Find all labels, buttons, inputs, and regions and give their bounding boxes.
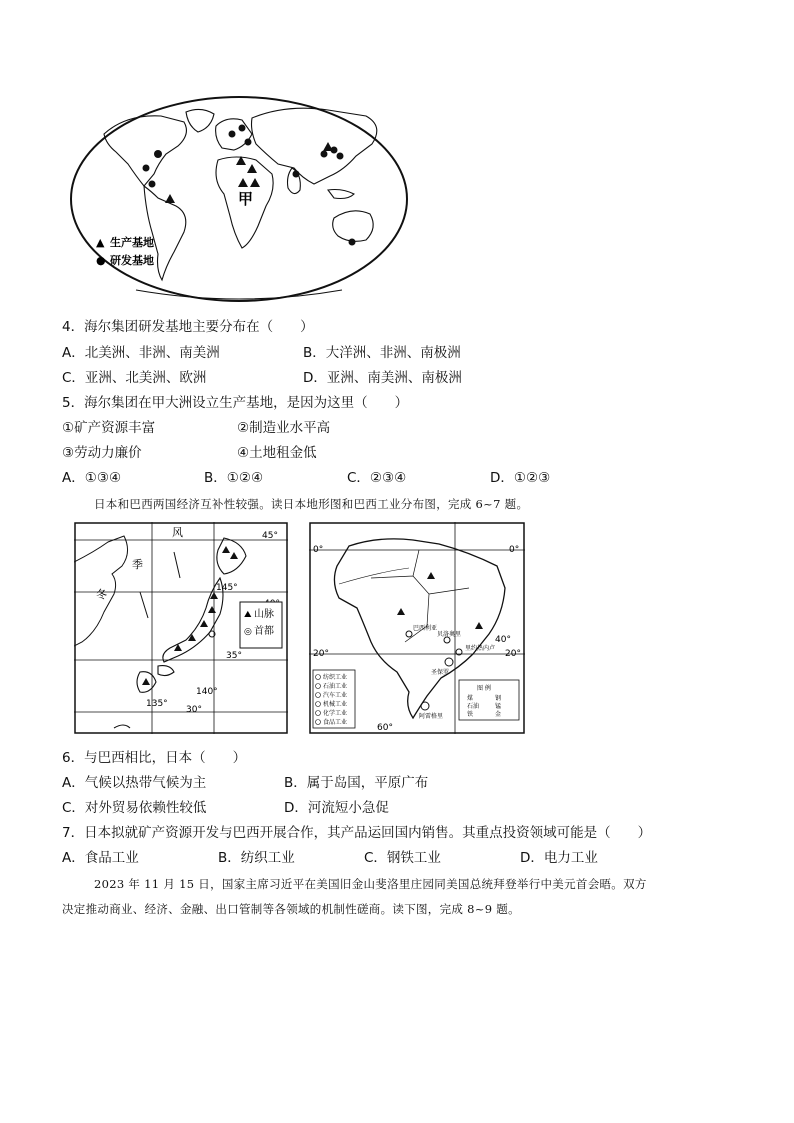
rd-base-marker <box>337 153 344 160</box>
rd-base-marker <box>245 139 252 146</box>
label-lon-145: 145° <box>216 583 238 593</box>
industry-legend-item: 石油工业 <box>323 683 348 690</box>
q6-option-a[interactable]: A．气候以热带气候为主 <box>62 775 207 791</box>
industry-legend-item: 化学工业 <box>323 710 348 717</box>
resource-legend-item: 煤 <box>467 695 474 702</box>
label-lat-0: 0° <box>313 545 324 555</box>
q4-option-b[interactable]: B．大洋洲、非洲、南极洲 <box>303 345 461 361</box>
q4-option-a[interactable]: A．北美洲、非洲、南美洲 <box>62 345 220 361</box>
industry-legend-item: 机械工业 <box>323 701 348 708</box>
rd-base-marker <box>239 125 246 132</box>
q5-item-4: ④土地租金低 <box>237 445 317 461</box>
rd-base-marker <box>149 181 156 188</box>
q5-item-1: ①矿产资源丰富 <box>62 420 156 436</box>
mountain-markers <box>142 546 238 685</box>
city-label-saopaulo: 圣保罗 <box>431 669 450 676</box>
q4-option-c[interactable]: C．亚洲、北美洲、欧洲 <box>62 370 207 386</box>
resource-legend-item: 石油 <box>467 703 480 710</box>
legend-rd-symbol: ● <box>96 254 106 267</box>
resource-legend-title: 图 例 <box>477 685 491 692</box>
q7-option-b[interactable]: B．纺织工业 <box>218 850 295 866</box>
q4-option-d[interactable]: D．亚洲、南美洲、南极洲 <box>303 370 462 386</box>
label-lat-30: 30° <box>186 705 202 715</box>
resource-legend-item: 铁 <box>467 711 474 718</box>
resource-legend-item: 金 <box>495 711 502 718</box>
rd-base-markers <box>143 125 356 246</box>
industry-legend-item: 纺织工业 <box>323 674 348 681</box>
question-7-stem: 7．日本拟就矿产资源开发与巴西开展合作，其产品运回国内销售。其重点投资领域可能是（ ） <box>62 825 652 841</box>
world-map <box>66 94 412 310</box>
q5-option-b[interactable]: B．①②④ <box>204 470 264 486</box>
mountain-marker <box>222 546 230 553</box>
label-lon-60: 60° <box>377 723 393 733</box>
label-lat-20-left: 20° <box>313 649 329 659</box>
mountain-marker <box>142 678 150 685</box>
legend-mountain-icon: ⛰ <box>244 610 252 620</box>
rd-base-marker <box>229 131 236 138</box>
question-4-stem: 4．海尔集团研发基地主要分布在（ ） <box>62 319 314 335</box>
rd-base-marker <box>154 150 162 158</box>
intro-questions-8-9-line1: 2023 年 11 月 15 日，国家主席习近平在美国旧金山斐洛里庄园同美国总统拜登举行中美元首会晤。双方 <box>94 877 647 891</box>
q6-option-d[interactable]: D．河流短小急促 <box>284 800 389 816</box>
label-lat-20-right: 20° <box>505 649 521 659</box>
q6-option-c[interactable]: C．对外贸易依赖性较低 <box>62 800 207 816</box>
production-base-marker <box>165 194 175 203</box>
monsoon-arrow <box>140 592 148 618</box>
intro-questions-6-7: 日本和巴西两国经济互补性较强。读日本地形图和巴西工业分布图，完成 6~7 题。 <box>94 497 529 511</box>
legend-production-symbol: ▲ <box>96 236 105 249</box>
rd-base-marker <box>293 171 300 178</box>
resource-marker-iron <box>427 572 435 579</box>
q5-option-a[interactable]: A．①③④ <box>62 470 122 486</box>
legend-capital-icon: ◎ <box>244 627 252 637</box>
resource-marker-iron <box>475 622 483 629</box>
resource-legend-item: 锰 <box>495 703 502 710</box>
rd-base-marker <box>321 151 328 158</box>
wind-char-ji: 季 <box>132 558 143 571</box>
legend-capital-label: 首都 <box>254 626 274 637</box>
river <box>339 568 409 584</box>
brazil-map <box>309 522 525 734</box>
city-marker-brasilia <box>406 631 412 637</box>
question-5-stem: 5．海尔集团在甲大洲设立生产基地，是因为这里（ ） <box>62 395 409 411</box>
mountain-marker <box>188 634 196 641</box>
city-label-belo: 贝洛奥里 <box>437 631 462 638</box>
city-label-brasilia: 巴西利亚 <box>413 625 438 632</box>
q7-option-c[interactable]: C．钢铁工业 <box>364 850 441 866</box>
production-base-marker <box>247 164 257 173</box>
label-lat-35: 35° <box>226 651 242 661</box>
q6-option-b[interactable]: B．属于岛国，平原广布 <box>284 775 429 791</box>
mountain-marker <box>230 552 238 559</box>
legend-rd-label: 研发基地 <box>110 254 154 267</box>
city-label-rio: 里约热内卢 <box>465 645 496 652</box>
legend-mountain-label: 山脉 <box>254 609 274 620</box>
city-marker-saopaulo <box>445 658 453 666</box>
rd-base-marker <box>331 147 338 154</box>
q5-option-c[interactable]: C．②③④ <box>347 470 407 486</box>
intro-questions-8-9-line2: 决定推动商业、经济、金融、出口管制等各领域的机制性磋商。读下图，完成 8~9 题。 <box>62 902 520 916</box>
question-6-stem: 6．与巴西相比，日本（ ） <box>62 750 247 766</box>
label-lat-45: 45° <box>262 531 278 541</box>
q7-option-d[interactable]: D．电力工业 <box>520 850 598 866</box>
q7-option-a[interactable]: A．食品工业 <box>62 850 139 866</box>
japan-map <box>74 522 288 734</box>
resource-marker-iron <box>397 608 405 615</box>
mountain-marker <box>208 606 216 613</box>
wind-char-dong: 冬 <box>96 588 107 601</box>
rd-base-marker <box>349 239 356 246</box>
label-lon-135: 135° <box>146 699 168 709</box>
continent-label-jia: 甲 <box>238 190 254 208</box>
industry-legend-item: 食品工业 <box>323 719 348 726</box>
industry-legend-item: 汽车工业 <box>323 692 348 699</box>
resource-legend-item: 钢 <box>495 695 502 702</box>
city-marker-porto <box>421 702 429 710</box>
production-base-marker <box>238 178 248 187</box>
q5-item-2: ②制造业水平高 <box>237 420 331 436</box>
legend-production-label: 生产基地 <box>110 236 154 249</box>
label-lon-40: 40° <box>495 635 511 645</box>
label-lon-140: 140° <box>196 687 218 697</box>
rd-base-marker <box>143 165 150 172</box>
production-base-marker <box>250 178 260 187</box>
wind-char-feng: 风 <box>172 526 183 539</box>
monsoon-arrow <box>174 552 180 578</box>
q5-item-3: ③劳动力廉价 <box>62 445 142 461</box>
mountain-marker <box>200 620 208 627</box>
city-label-porto: 阿雷格里 <box>419 713 444 720</box>
q5-option-d[interactable]: D．①②③ <box>490 470 551 486</box>
label-lat-0-right: 0° <box>509 545 520 555</box>
